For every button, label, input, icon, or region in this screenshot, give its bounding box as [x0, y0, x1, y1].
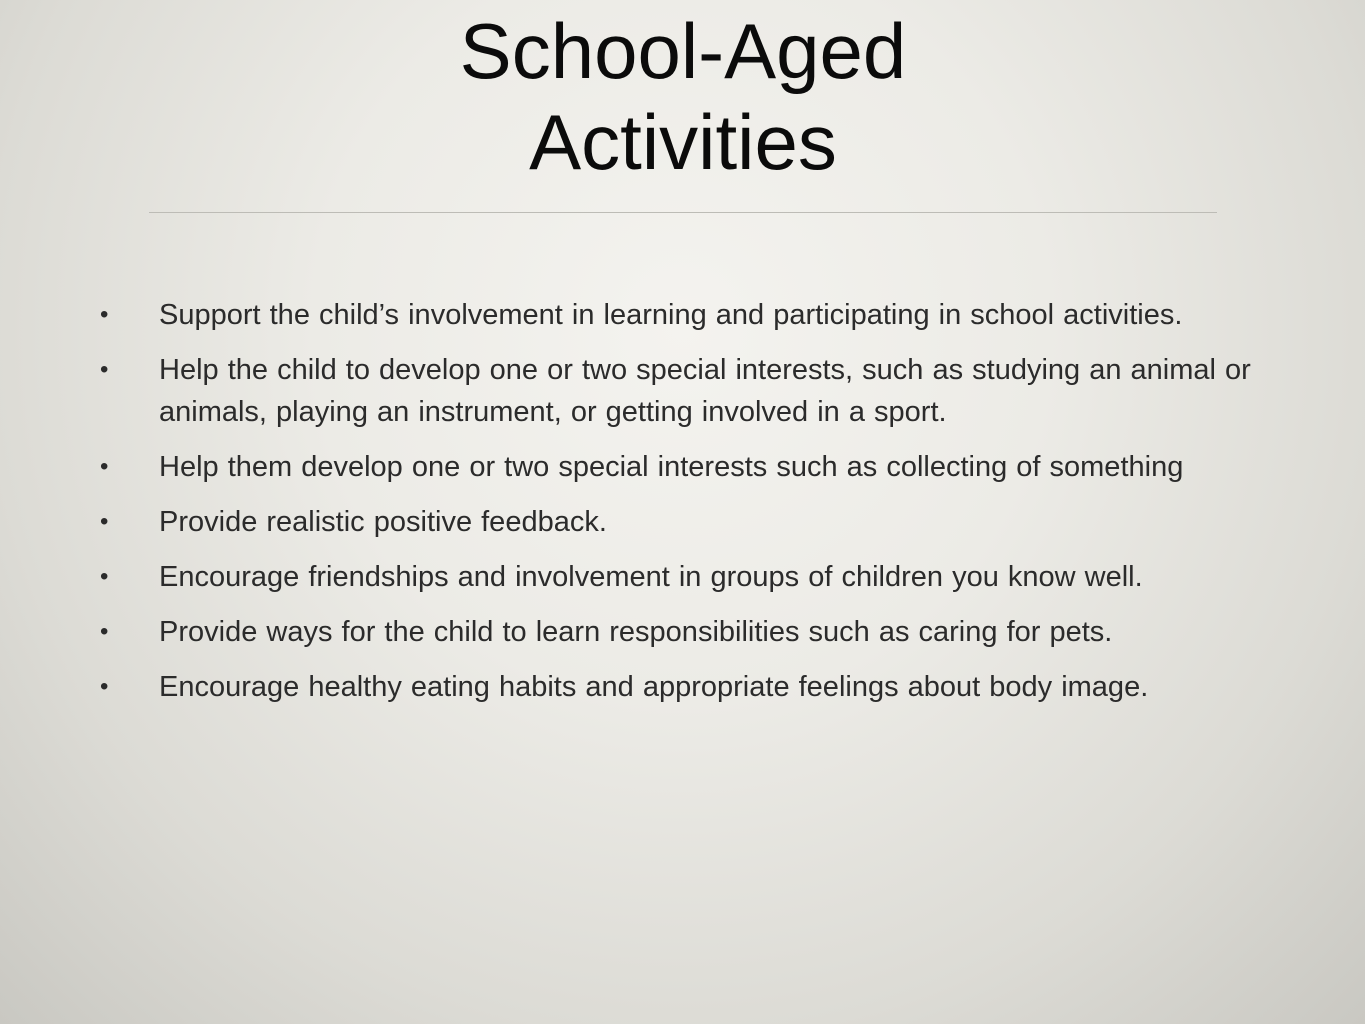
bullet-item: [100, 556, 1300, 598]
title-divider: [149, 212, 1217, 213]
slide-title-line-1: School-Aged: [459, 7, 907, 95]
bullet-dot-icon: •: [100, 301, 109, 328]
slide-title-line-2: Activities: [529, 98, 837, 186]
bullet-text: Encourage friendships and involvement in groups of children you know well.: [159, 561, 1143, 593]
bullet-text: Support the child’s involvement in learning and participating in school activities.: [159, 299, 1183, 331]
bullet-dot-icon: •: [100, 673, 109, 700]
bullet-text: Provide ways for the child to learn responsibilities such as caring for pets.: [159, 616, 1113, 648]
bullet-item: [100, 294, 1300, 336]
bullet-item: [100, 446, 1300, 488]
bullet-item: [100, 666, 1300, 708]
bullet-dot-icon: •: [100, 508, 109, 535]
bullet-dot-icon: •: [100, 618, 109, 645]
bullet-dot-icon: •: [100, 356, 109, 383]
bullet-text: Provide realistic positive feedback.: [159, 506, 607, 538]
bullet-text: Help them develop one or two special interests such as collecting of something: [159, 451, 1184, 483]
bullet-item: [100, 501, 1300, 543]
bullet-dot-icon: •: [100, 563, 109, 590]
bullet-item: [100, 349, 1300, 433]
bullet-list: [100, 294, 1300, 721]
bullet-text: Help the child to develop one or two special interests, such as studying an animal or animals, playing an instrument, or getting involved in a sport.: [159, 354, 1251, 428]
bullet-item: [100, 611, 1300, 653]
slide-title: [150, 6, 1216, 188]
bullet-text: Encourage healthy eating habits and appropriate feelings about body image.: [159, 671, 1149, 703]
bullet-dot-icon: •: [100, 453, 109, 480]
